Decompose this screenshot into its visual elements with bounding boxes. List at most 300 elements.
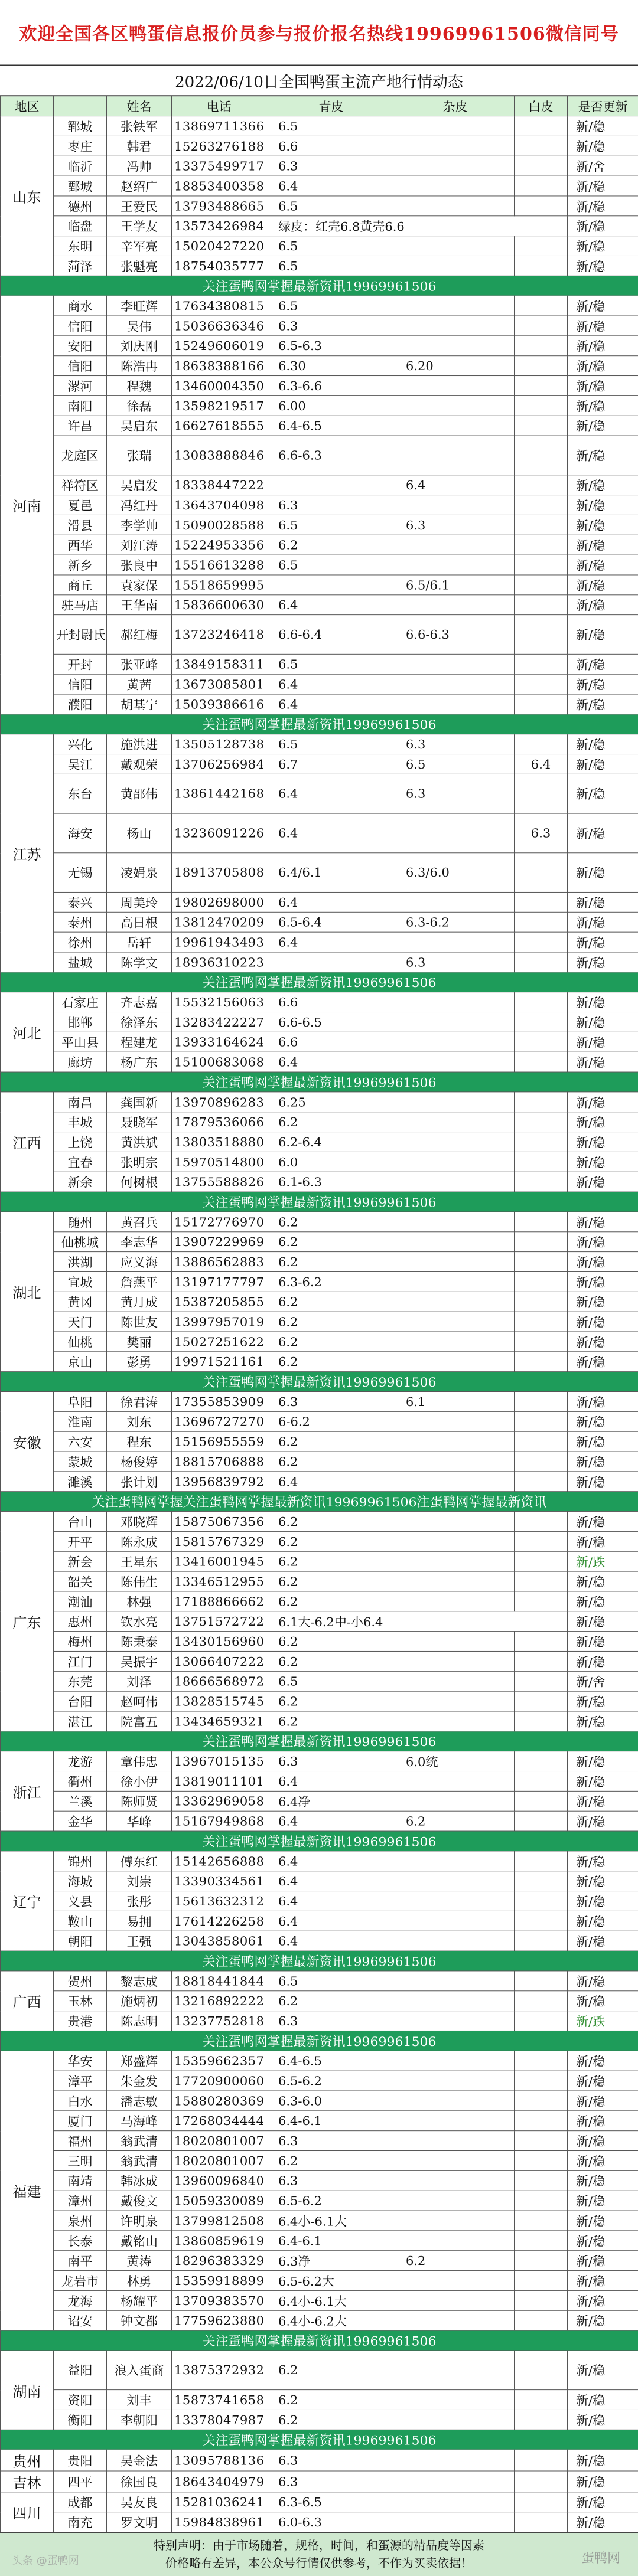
- bai-price-cell: [515, 1472, 568, 1492]
- qing-price-cell: 6.2: [266, 535, 396, 555]
- update-status-cell: 新/稳: [568, 1452, 638, 1472]
- za-price-cell: 6.0统: [396, 1751, 515, 1771]
- city-cell: 龙海: [54, 2290, 107, 2310]
- city-cell: 上饶: [54, 1132, 107, 1152]
- update-status-cell: 新/稳: [568, 2310, 638, 2330]
- update-status-cell: 新/稳: [568, 356, 638, 376]
- table-row: [1, 1052, 638, 1072]
- city-cell: 漯河: [54, 376, 107, 396]
- city-cell: 衢州: [54, 1771, 107, 1792]
- update-status-cell: 新/稳: [568, 535, 638, 555]
- update-status-cell: 新/稳: [568, 674, 638, 694]
- qing-price-cell: 6.2: [266, 1571, 396, 1591]
- bai-price-cell: [515, 2512, 568, 2532]
- phone-cell: 13197177797: [172, 1271, 266, 1292]
- bai-price-cell: [515, 1052, 568, 1072]
- contact-name-cell: 聂晓军: [107, 1112, 172, 1132]
- phone-cell: 13875372932: [172, 2351, 266, 2390]
- za-price-cell: [396, 932, 515, 952]
- za-price-cell: [396, 595, 515, 615]
- bai-price-cell: [515, 1871, 568, 1891]
- za-price-cell: [396, 2111, 515, 2131]
- za-price-cell: [396, 1411, 515, 1431]
- region-cell: 湖北: [1, 1212, 54, 1372]
- update-status-cell: 新/稳: [568, 1591, 638, 1611]
- city-cell: 蒙城: [54, 1452, 107, 1472]
- bai-price-cell: [515, 1691, 568, 1711]
- contact-name-cell: 陈志明: [107, 2011, 172, 2031]
- brand-watermark: 蛋鸭网: [581, 2550, 620, 2568]
- phone-cell: 13573426984: [172, 216, 266, 236]
- qing-price-cell: 6.3-6.0: [266, 2091, 396, 2111]
- city-cell: 四平: [54, 2471, 107, 2492]
- city-cell: 龙游: [54, 1751, 107, 1771]
- phone-cell: 18296383329: [172, 2251, 266, 2271]
- qing-price-cell: 6.4小-6.2大: [266, 2310, 396, 2330]
- phone-cell: 17634380815: [172, 296, 266, 316]
- update-status-cell: 新/稳: [568, 2471, 638, 2492]
- price-note-cell: 6.1大-6.2中-小6.4: [266, 1611, 568, 1632]
- bai-price-cell: [515, 1092, 568, 1112]
- table-row: [1, 2290, 638, 2310]
- qing-price-cell: 6.4: [266, 892, 396, 912]
- qing-price-cell: 6.4-6.1: [266, 2111, 396, 2131]
- contact-name-cell: 冯帅: [107, 156, 172, 176]
- table-row: [1, 296, 638, 316]
- contact-name-cell: 王华南: [107, 595, 172, 615]
- promo-divider-row: [1, 1372, 638, 1392]
- contact-name-cell: 吴启发: [107, 475, 172, 495]
- city-cell: 白水: [54, 2091, 107, 2111]
- contact-name-cell: 陈世友: [107, 1312, 172, 1332]
- za-price-cell: [396, 1891, 515, 1911]
- table-row: [1, 1472, 638, 1492]
- city-cell: 郓城: [54, 116, 107, 136]
- city-cell: 临沂: [54, 156, 107, 176]
- phone-cell: 17268034444: [172, 2111, 266, 2131]
- table-row: [1, 256, 638, 276]
- promo-divider-row: [1, 1192, 638, 1212]
- qing-price-cell: 6.2: [266, 2390, 396, 2410]
- table-row: [1, 1771, 638, 1792]
- city-cell: 南充: [54, 2512, 107, 2532]
- update-status-cell: 新/稳: [568, 1431, 638, 1452]
- phone-cell: 13706256984: [172, 754, 266, 774]
- phone-cell: 13505128738: [172, 734, 266, 754]
- phone-cell: 15387205855: [172, 1292, 266, 1312]
- city-cell: 龙岩市: [54, 2271, 107, 2291]
- update-status-cell: 新/稳: [568, 236, 638, 256]
- table-row: [1, 395, 638, 416]
- table-row: [1, 1032, 638, 1052]
- za-price-cell: [396, 694, 515, 714]
- qing-price-cell: 6.5: [266, 515, 396, 535]
- contact-name-cell: 徐磊: [107, 395, 172, 416]
- city-cell: 潮汕: [54, 1591, 107, 1611]
- za-price-cell: 6.2: [396, 2251, 515, 2271]
- city-cell: 信阳: [54, 356, 107, 376]
- city-cell: 南阳: [54, 395, 107, 416]
- za-price-cell: [396, 535, 515, 555]
- qing-price-cell: 6.4: [266, 1871, 396, 1891]
- contact-name-cell: 朱金发: [107, 2071, 172, 2091]
- phone-cell: 18754035777: [172, 256, 266, 276]
- table-row: [1, 1232, 638, 1252]
- table-row: [1, 734, 638, 754]
- qing-price-cell: 6.3: [266, 156, 396, 176]
- phone-cell: 13861442168: [172, 774, 266, 813]
- update-status-cell: 新/稳: [568, 2170, 638, 2191]
- table-row: [1, 892, 638, 912]
- city-cell: 成都: [54, 2492, 107, 2512]
- source-watermark: 头条 @蛋鸭网: [12, 2552, 79, 2570]
- phone-cell: 15224953356: [172, 535, 266, 555]
- table-row: [1, 1851, 638, 1871]
- bai-price-cell: [515, 475, 568, 495]
- promo-divider-text: 关注蛋鸭网掌握最新资讯19969961506: [1, 276, 638, 296]
- bai-price-cell: [515, 575, 568, 595]
- phone-cell: 13696727270: [172, 1411, 266, 1431]
- table-row: [1, 1292, 638, 1312]
- qing-price-cell: 6.5-6.3: [266, 336, 396, 356]
- contact-name-cell: 杨耀平: [107, 2290, 172, 2310]
- update-status-cell: 新/稳: [568, 1332, 638, 1352]
- contact-name-cell: 应义海: [107, 1252, 172, 1272]
- contact-name-cell: 王强: [107, 1931, 172, 1951]
- za-price-cell: [396, 495, 515, 515]
- city-cell: 朝阳: [54, 1931, 107, 1951]
- bai-price-cell: [515, 1452, 568, 1472]
- table-row: [1, 436, 638, 475]
- contact-name-cell: 刘崇: [107, 1871, 172, 1891]
- city-cell: 韶关: [54, 1571, 107, 1591]
- qing-price-cell: 6.6-6.4: [266, 615, 396, 655]
- phone-cell: 15059330089: [172, 2191, 266, 2211]
- table-row: [1, 932, 638, 952]
- za-price-cell: [396, 1971, 515, 1991]
- phone-cell: 13095788136: [172, 2450, 266, 2471]
- promo-divider-row: [1, 2031, 638, 2051]
- za-price-cell: [396, 2512, 515, 2532]
- bai-price-cell: [515, 1971, 568, 1991]
- promo-divider-text: 关注蛋鸭网掌握最新资讯19969961506: [1, 1831, 638, 1851]
- update-status-cell: 新/稳: [568, 1312, 638, 1332]
- region-cell: 江西: [1, 1092, 54, 1192]
- za-price-cell: [396, 316, 515, 336]
- update-status-cell: 新/稳: [568, 2512, 638, 2532]
- za-price-cell: [396, 395, 515, 416]
- phone-cell: 18853400358: [172, 176, 266, 196]
- update-status-cell: 新/稳: [568, 1512, 638, 1532]
- phone-cell: 18818441844: [172, 1971, 266, 1991]
- phone-cell: 15090028588: [172, 515, 266, 535]
- phone-cell: 13793488665: [172, 196, 266, 216]
- qing-price-cell: 6.5: [266, 196, 396, 216]
- contact-name-cell: 张魁亮: [107, 256, 172, 276]
- update-status-cell: 新/稳: [568, 1711, 638, 1731]
- update-status-cell: 新/稳: [568, 1392, 638, 1412]
- contact-name-cell: 胡基宁: [107, 694, 172, 714]
- contact-name-cell: 吴友良: [107, 2492, 172, 2512]
- phone-cell: 13960096840: [172, 2170, 266, 2191]
- qing-price-cell: 6.5-6.2: [266, 2071, 396, 2091]
- update-status-cell: 新/稳: [568, 515, 638, 535]
- city-cell: 开封尉氏: [54, 615, 107, 655]
- city-cell: 南平: [54, 2251, 107, 2271]
- update-status-cell: 新/稳: [568, 376, 638, 396]
- table-row: [1, 555, 638, 575]
- qing-price-cell: 6.4: [266, 1891, 396, 1911]
- bai-price-cell: [515, 912, 568, 932]
- bai-price-cell: [515, 674, 568, 694]
- bai-price-cell: [515, 1911, 568, 1931]
- update-status-cell: 新/稳: [568, 1172, 638, 1192]
- table-row: [1, 2351, 638, 2390]
- za-price-cell: [396, 2271, 515, 2291]
- update-status-cell: 新/稳: [568, 1212, 638, 1232]
- qing-price-cell: 6.2: [266, 1312, 396, 1332]
- table-row: [1, 694, 638, 714]
- promo-divider-text: 关注蛋鸭网掌握最新资讯19969961506: [1, 1072, 638, 1092]
- qing-price-cell: 6.2: [266, 1352, 396, 1372]
- phone-cell: 13375499717: [172, 156, 266, 176]
- za-price-cell: [396, 674, 515, 694]
- za-price-cell: [396, 116, 515, 136]
- table-row: [1, 2111, 638, 2131]
- contact-name-cell: 黄邵伟: [107, 774, 172, 813]
- za-price-cell: [396, 2091, 515, 2111]
- bai-price-cell: [515, 336, 568, 356]
- phone-cell: 18638388166: [172, 356, 266, 376]
- contact-name-cell: 翁武清: [107, 2151, 172, 2171]
- za-price-cell: [396, 1472, 515, 1492]
- city-cell: 新余: [54, 1172, 107, 1192]
- qing-price-cell: 6.6-6.5: [266, 1012, 396, 1032]
- city-cell: 商丘: [54, 575, 107, 595]
- contact-name-cell: 潘志敏: [107, 2091, 172, 2111]
- update-status-cell: 新/稳: [568, 136, 638, 156]
- phone-cell: 13803518880: [172, 1132, 266, 1152]
- za-price-cell: [396, 136, 515, 156]
- contact-name-cell: 林强: [107, 1591, 172, 1611]
- qing-price-cell: 6-6.2: [266, 1411, 396, 1431]
- contact-name-cell: 陈永成: [107, 1531, 172, 1551]
- qing-price-cell: 6.3: [266, 2131, 396, 2151]
- table-row: [1, 1811, 638, 1831]
- table-row: [1, 1691, 638, 1711]
- update-status-cell: 新/稳: [568, 1472, 638, 1492]
- phone-cell: 13970896283: [172, 1092, 266, 1112]
- update-status-cell: 新/稳: [568, 2290, 638, 2310]
- table-row: [1, 2191, 638, 2211]
- update-status-cell: 新/稳: [568, 1851, 638, 1871]
- update-status-cell: 新/稳: [568, 575, 638, 595]
- contact-name-cell: 吴伟: [107, 316, 172, 336]
- update-status-cell: 新/稳: [568, 1052, 638, 1072]
- qing-price-cell: 6.0: [266, 1152, 396, 1172]
- phone-cell: 15263276188: [172, 136, 266, 156]
- phone-cell: 13933164624: [172, 1032, 266, 1052]
- za-price-cell: [396, 1791, 515, 1811]
- update-status-cell: 新/稳: [568, 1811, 638, 1831]
- bai-price-cell: [515, 176, 568, 196]
- qing-price-cell: 6.2: [266, 2351, 396, 2390]
- phone-cell: 13460004350: [172, 376, 266, 396]
- qing-price-cell: 6.5: [266, 1671, 396, 1691]
- qing-price-cell: 6.4-6.5: [266, 416, 396, 436]
- table-row: [1, 2151, 638, 2171]
- phone-cell: 13673085801: [172, 674, 266, 694]
- update-status-cell: 新/稳: [568, 1611, 638, 1632]
- update-status-cell: 新/稳: [568, 2390, 638, 2410]
- contact-name-cell: 郝红梅: [107, 615, 172, 655]
- city-cell: 洪湖: [54, 1252, 107, 1272]
- za-price-cell: [396, 1512, 515, 1532]
- contact-name-cell: 周美玲: [107, 892, 172, 912]
- za-price-cell: 6.3-6.2: [396, 912, 515, 932]
- qing-price-cell: 6.2-6.4: [266, 1132, 396, 1152]
- phone-cell: 18936310223: [172, 952, 266, 972]
- qing-price-cell: 6.30: [266, 356, 396, 376]
- city-cell: 龙庭区: [54, 436, 107, 475]
- table-row: [1, 2131, 638, 2151]
- qing-price-cell: 6.4: [266, 1911, 396, 1931]
- update-status-cell: 新/稳: [568, 316, 638, 336]
- qing-price-cell: 6.5: [266, 654, 396, 674]
- bai-price-cell: [515, 2310, 568, 2330]
- qing-price-cell: 6.6-6.3: [266, 436, 396, 475]
- bai-price-cell: [515, 2091, 568, 2111]
- bai-price-cell: [515, 1152, 568, 1172]
- za-price-cell: [396, 2011, 515, 2031]
- update-status-cell: 新/稳: [568, 1271, 638, 1292]
- table-header-row: [1, 96, 638, 116]
- table-row: [1, 813, 638, 853]
- update-status-cell: 新/稳: [568, 1232, 638, 1252]
- phone-cell: 13416001945: [172, 1551, 266, 1571]
- contact-name-cell: 王学友: [107, 216, 172, 236]
- za-price-cell: 6.3/6.0: [396, 853, 515, 893]
- update-status-cell: 新/稳: [568, 2091, 638, 2111]
- update-status-cell: 新/稳: [568, 116, 638, 136]
- za-price-cell: [396, 176, 515, 196]
- promo-divider-text: 关注蛋鸭网掌握最新资讯19969961506: [1, 1731, 638, 1751]
- update-status-cell: 新/稳: [568, 196, 638, 216]
- bai-price-cell: [515, 892, 568, 912]
- phone-cell: 15359918899: [172, 2271, 266, 2291]
- bai-price-cell: [515, 2131, 568, 2151]
- za-price-cell: [396, 1851, 515, 1871]
- table-row: [1, 475, 638, 495]
- bai-price-cell: [515, 2011, 568, 2031]
- update-status-cell: 新/稳: [568, 2191, 638, 2211]
- za-price-cell: [396, 2231, 515, 2251]
- city-cell: 枣庄: [54, 136, 107, 156]
- bai-price-cell: [515, 1411, 568, 1431]
- city-cell: 泉州: [54, 2211, 107, 2231]
- phone-cell: 13907229969: [172, 1232, 266, 1252]
- bai-price-cell: [515, 2211, 568, 2231]
- phone-cell: 15027251622: [172, 1332, 266, 1352]
- promo-divider-text: 关注蛋鸭网掌握最新资讯19969961506: [1, 2031, 638, 2051]
- table-row: [1, 515, 638, 535]
- table-row: [1, 1312, 638, 1332]
- contact-name-cell: 张良中: [107, 555, 172, 575]
- qing-price-cell: 6.0-6.3: [266, 2512, 396, 2532]
- bai-price-cell: [515, 992, 568, 1012]
- promo-divider-row: [1, 2330, 638, 2351]
- contact-name-cell: 易拥: [107, 1911, 172, 1931]
- za-price-cell: [396, 1052, 515, 1072]
- contact-name-cell: 王星东: [107, 1551, 172, 1571]
- city-cell: 东莞: [54, 1671, 107, 1691]
- contact-name-cell: 张亚峰: [107, 654, 172, 674]
- table-row: [1, 1791, 638, 1811]
- contact-name-cell: 李学帅: [107, 515, 172, 535]
- za-price-cell: [396, 2492, 515, 2512]
- city-cell: 宜春: [54, 1152, 107, 1172]
- table-row: [1, 2071, 638, 2091]
- phone-cell: 13860859619: [172, 2231, 266, 2251]
- qing-price-cell: 6.3: [266, 1751, 396, 1771]
- bai-price-cell: [515, 555, 568, 575]
- phone-cell: 13849158311: [172, 654, 266, 674]
- city-cell: 京山: [54, 1352, 107, 1372]
- update-status-cell: 新/稳: [568, 1571, 638, 1591]
- phone-cell: 17879536066: [172, 1112, 266, 1132]
- phone-cell: 15039386616: [172, 694, 266, 714]
- contact-name-cell: 冯红丹: [107, 495, 172, 515]
- header-bai: 白皮: [515, 96, 568, 116]
- city-cell: 诏安: [54, 2310, 107, 2330]
- bai-price-cell: [515, 615, 568, 655]
- update-status-cell: 新/稳: [568, 1411, 638, 1431]
- city-cell: 金华: [54, 1811, 107, 1831]
- city-cell: 兴化: [54, 734, 107, 754]
- qing-price-cell: 6.4: [266, 813, 396, 853]
- phone-cell: 19802698000: [172, 892, 266, 912]
- za-price-cell: 6.3: [396, 774, 515, 813]
- bai-price-cell: [515, 1811, 568, 1831]
- region-cell: 四川: [1, 2492, 54, 2532]
- city-cell: 厦门: [54, 2111, 107, 2131]
- za-price-cell: 6.6-6.3: [396, 615, 515, 655]
- promo-divider-row: [1, 714, 638, 734]
- qing-price-cell: 6.00: [266, 395, 396, 416]
- za-price-cell: 6.5/6.1: [396, 575, 515, 595]
- phone-cell: 13083888846: [172, 436, 266, 475]
- qing-price-cell: 6.2: [266, 2410, 396, 2430]
- contact-name-cell: 陈师贤: [107, 1791, 172, 1811]
- contact-name-cell: 张计划: [107, 1472, 172, 1492]
- contact-name-cell: 李志华: [107, 1232, 172, 1252]
- za-price-cell: [396, 2450, 515, 2471]
- phone-cell: 13283422227: [172, 1012, 266, 1032]
- table-row: [1, 1711, 638, 1731]
- contact-name-cell: 张彤: [107, 1891, 172, 1911]
- city-cell: 驻马店: [54, 595, 107, 615]
- phone-cell: 13066407222: [172, 1651, 266, 1671]
- city-cell: 华安: [54, 2051, 107, 2071]
- za-price-cell: [396, 1352, 515, 1372]
- table-row: [1, 1891, 638, 1911]
- contact-name-cell: 刘丰: [107, 2390, 172, 2410]
- za-price-cell: [396, 256, 515, 276]
- price-table: [0, 96, 638, 2532]
- bai-price-cell: [515, 2231, 568, 2251]
- promo-divider-row: [1, 1072, 638, 1092]
- phone-cell: 18913705808: [172, 853, 266, 893]
